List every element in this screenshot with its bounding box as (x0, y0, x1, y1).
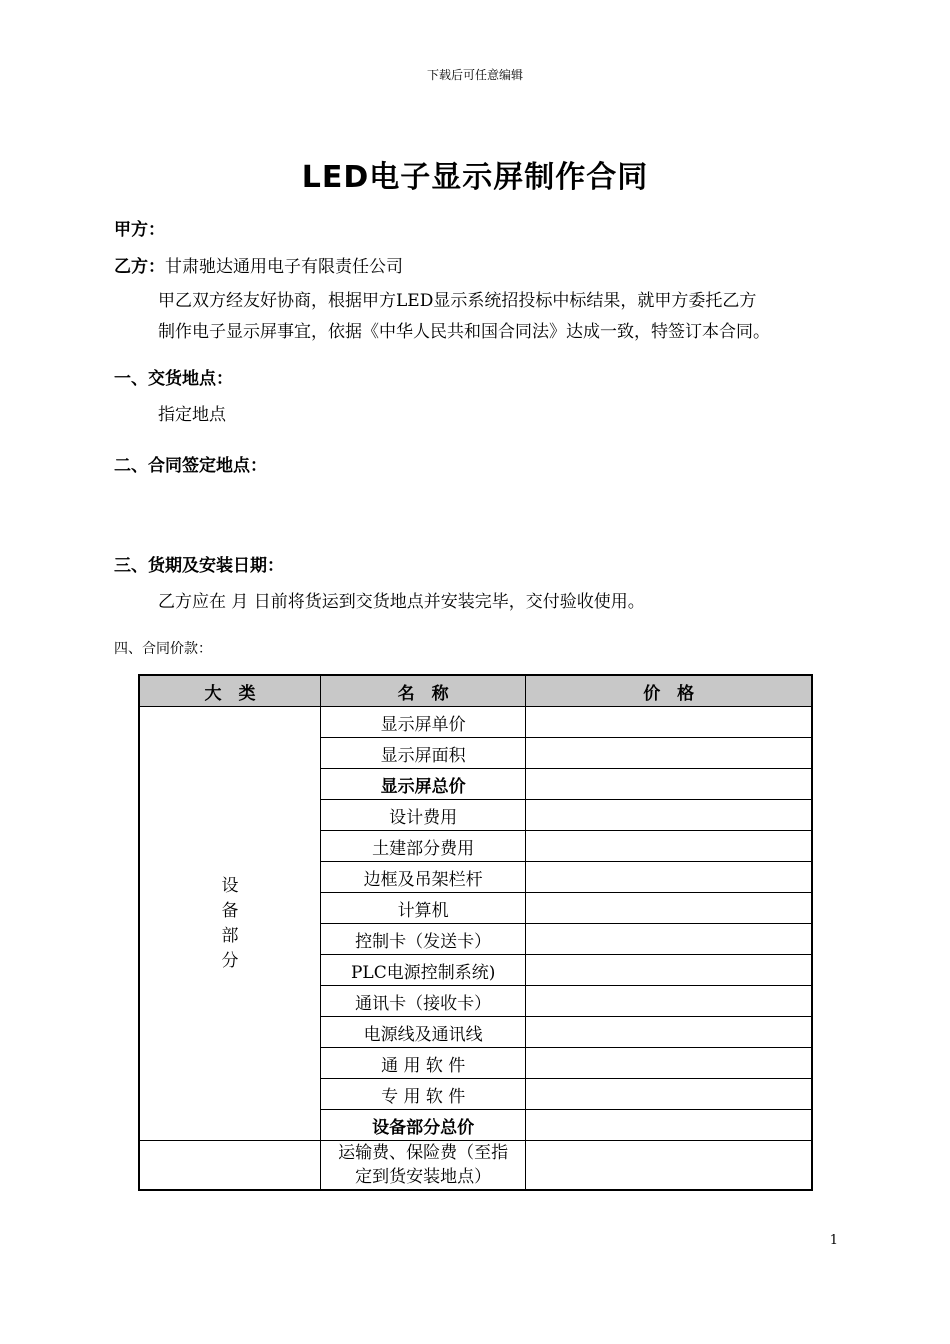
item-price-cell[interactable] (526, 1110, 812, 1141)
page-number: 1 (829, 1233, 838, 1248)
section-3-heading: 三、货期及安装日期： (114, 556, 284, 576)
transport-category-cell (139, 1141, 320, 1191)
item-name-cell: 通讯卡（接收卡） (320, 986, 525, 1017)
party-a (114, 215, 165, 240)
item-name-cell: 显示屏总价 (320, 769, 525, 800)
item-price-cell[interactable] (526, 1048, 812, 1079)
intro-line-1: 甲乙双方经友好协商，根据甲方LED显示系统招投标中标结果，就甲方委托乙方 (158, 291, 757, 311)
table-header-row (139, 675, 812, 707)
item-price-cell[interactable] (526, 769, 812, 800)
section-1-body: 指定地点 (158, 405, 226, 425)
item-price-cell[interactable] (526, 986, 812, 1017)
document-title: LED电子显示屏制作合同 (301, 160, 649, 195)
party-b-value: 甘肃驰达通用电子有限责任公司 (165, 257, 403, 277)
item-name-cell: 电源线及通讯线 (320, 1017, 525, 1048)
category-label: 设备部分 (221, 875, 239, 971)
section-1-heading: 一、交货地点： (114, 369, 233, 389)
transport-price-cell[interactable] (526, 1141, 812, 1191)
item-price-cell[interactable] (526, 800, 812, 831)
item-price-cell[interactable] (526, 862, 812, 893)
party-b (114, 252, 403, 277)
header-price: 价 格 (526, 675, 812, 707)
header-category: 大 类 (139, 675, 320, 707)
party-b-label: 乙方： (114, 257, 165, 277)
item-name-cell: 土建部分费用 (320, 831, 525, 862)
item-name-cell: 通 用 软 件 (320, 1048, 525, 1079)
header-name: 名 称 (320, 675, 525, 707)
category-cell (139, 707, 320, 1141)
price-table (138, 674, 813, 1191)
transport-name-cell: 运输费、保险费（至指定到货安装地点） (320, 1141, 525, 1191)
item-name-cell: 设备部分总价 (320, 1110, 525, 1141)
party-a-label: 甲方： (114, 220, 165, 240)
item-price-cell[interactable] (526, 707, 812, 738)
page-header-note: 下载后可任意编辑 (426, 68, 523, 82)
item-name-cell: 边框及吊架栏杆 (320, 862, 525, 893)
item-name-cell: 显示屏单价 (320, 707, 525, 738)
item-name-cell: 控制卡（发送卡） (320, 924, 525, 955)
item-name-cell: 显示屏面积 (320, 738, 525, 769)
item-price-cell[interactable] (526, 1079, 812, 1110)
table-row-transport (139, 1141, 812, 1191)
item-name-cell: 设计费用 (320, 800, 525, 831)
item-name-cell: 专 用 软 件 (320, 1079, 525, 1110)
section-3-body: 乙方应在 月 日前将货运到交货地点并安装完毕，交付验收使用。 (158, 592, 645, 612)
item-price-cell[interactable] (526, 831, 812, 862)
intro-paragraph (158, 286, 848, 348)
item-price-cell[interactable] (526, 1017, 812, 1048)
item-price-cell[interactable] (526, 893, 812, 924)
table-row (139, 707, 812, 738)
item-price-cell[interactable] (526, 955, 812, 986)
item-price-cell[interactable] (526, 738, 812, 769)
section-4-heading: 四、合同价款： (114, 641, 212, 657)
section-2-heading: 二、合同签定地点： (114, 456, 267, 476)
item-price-cell[interactable] (526, 924, 812, 955)
item-name-cell: PLC电源控制系统) (320, 955, 525, 986)
item-name-cell: 计算机 (320, 893, 525, 924)
intro-line-2: 制作电子显示屏事宜，依据《中华人民共和国合同法》达成一致，特签订本合同。 (158, 322, 770, 342)
